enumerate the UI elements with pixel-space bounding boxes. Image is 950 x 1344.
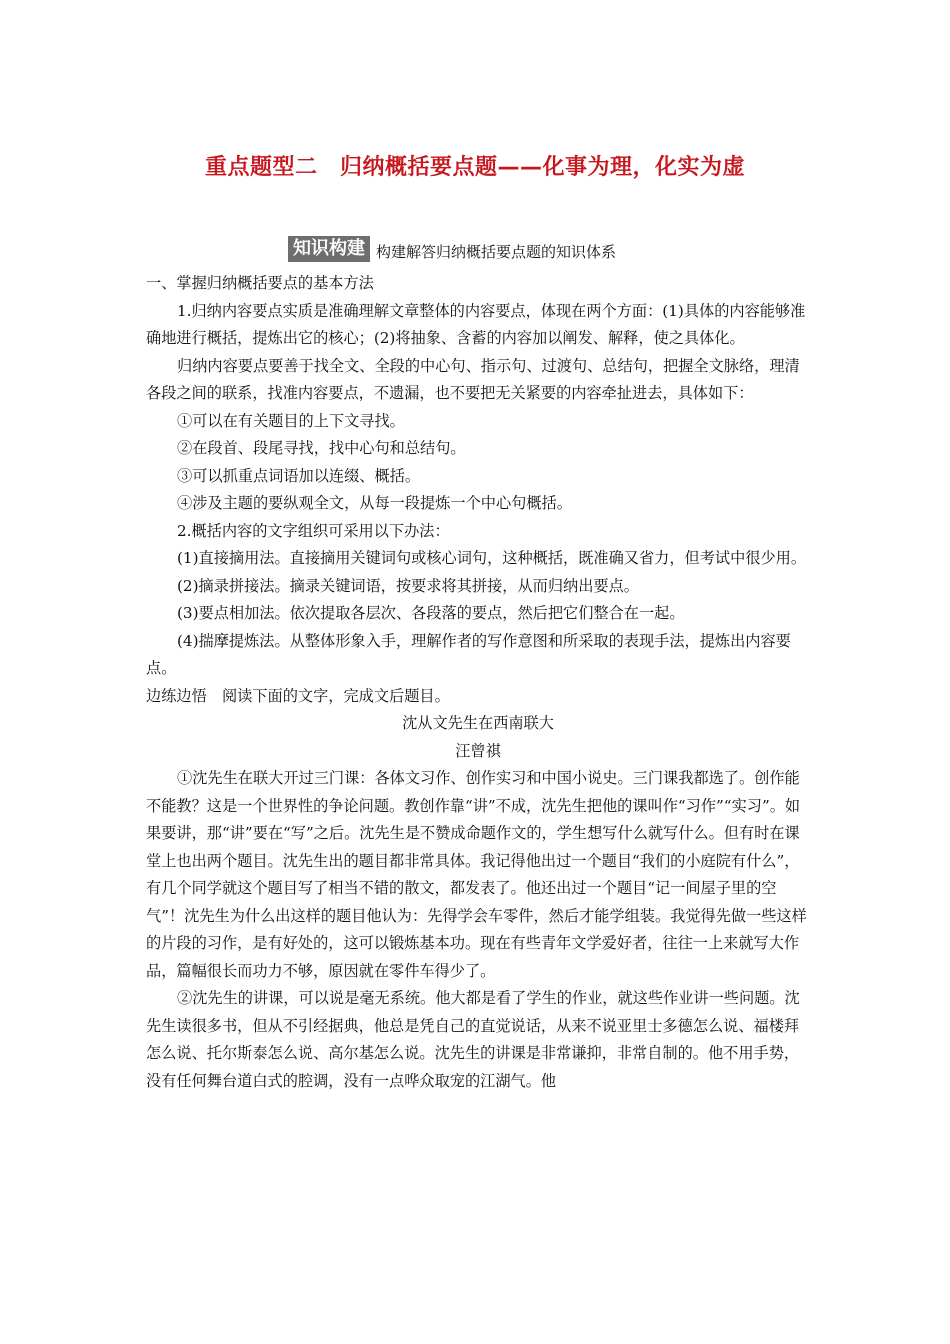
list-item: ②在段首、段尾寻找，找中心句和总结句。 xyxy=(177,439,466,457)
article-title: 沈从文先生在西南联大 xyxy=(402,714,554,732)
paragraph: 2.概括内容的文字组织可采用以下办法： xyxy=(177,521,450,540)
page-title: 重点题型二 归纳概括要点题——化事为理，化实为虚 xyxy=(204,155,745,180)
section-subtitle: 构建解答归纳概括要点题的知识体系 xyxy=(376,243,617,261)
list-item: ①可以在有关题目的上下文寻找。 xyxy=(177,411,405,430)
paragraph: 1.归纳内容要点实质是准确理解文章整体的内容要点，体现在两个方面：(1)具体的内容能够准确地进行概括，提炼出它的核心；(2)将抽象、含蓄的内容加以阐发、解释，使之具体化。 xyxy=(146,301,806,347)
article-paragraph: ①沈先生在联大开过三门课：各体文习作、创作实习和中国小说史。三门课我都选了。创作能不能教？这是一个世界性的争论问题。教创作靠“讲”不成，沈先生把他的课叫作“习作”“实习”。如果要讲，那“讲”要在“写”之后。沈先生是不赞成命题作文的，学生想写什么就写什么。但有时在课堂上也出两个题目。沈先生出的题目都非常具体。我记得他出过一个题目“我们的小庭院有什么”，有几个同学就这个题目写了相当不错的散文，都发表了。他还出过一个题目“记一间屋子里的空气”！沈先生为什么出这样的题目他认为：先得学会车零件，然后才能学组装。我觉得先做一些这样的片段的习作，是有好处的，这可以锻炼基本功。现在有些青年文学爱好者，往往一上来就写大作品，篇幅很长而功力不够，原因就在零件车得少了。 xyxy=(146,769,807,980)
article-author: 汪曾祺 xyxy=(455,741,501,760)
list-item: ④涉及主题的要纵观全文，从每一段提炼一个中心句概括。 xyxy=(177,494,572,512)
paragraph: 一、掌握归纳概括要点的基本方法 xyxy=(146,274,374,292)
list-item: (3)要点相加法。依次提取各层次、各段落的要点，然后把它们整合在一起。 xyxy=(177,604,685,622)
paragraph: 归纳内容要点要善于找全文、全段的中心句、指示句、过渡句、总结句，把握全文脉络，理清各段之间的联系，找准内容要点，不遗漏，也不要把无关紧要的内容牵扯进去，具体如下： xyxy=(146,356,800,402)
document-body xyxy=(146,270,810,1095)
list-item: (4)揣摩提炼法。从整体形象入手，理解作者的写作意图和所采取的表现手法，提炼出内容要点。 xyxy=(146,631,791,677)
list-item: (1)直接摘用法。直接摘用关键词句或核心词句，这种概括，既准确又省力，但考试中很少用。 xyxy=(177,549,807,567)
section-badge: 知识构建 xyxy=(288,236,370,262)
exercise-instruction: 边练边悟 阅读下面的文字，完成文后题目。 xyxy=(146,686,450,705)
section-header xyxy=(288,236,616,262)
list-item: ③可以抓重点词语加以连缀、概括。 xyxy=(177,466,420,485)
article-paragraph: ②沈先生的讲课，可以说是毫无系统。他大都是看了学生的作业，就这些作业讲一些问题。沈先生读很多书，但从不引经据典，他总是凭自己的直觉说话，从来不说亚里士多德怎么说、福楼拜怎么说、托尔斯泰怎么说、高尔基怎么说。沈先生的讲课是非常谦抑，非常自制的。他不用手势，没有任何舞台道白式的腔调，没有一点哗众取宠的江湖气。他 xyxy=(146,989,800,1090)
list-item: (2)摘录拼接法。摘录关键词语，按要求将其拼接，从而归纳出要点。 xyxy=(177,576,639,595)
